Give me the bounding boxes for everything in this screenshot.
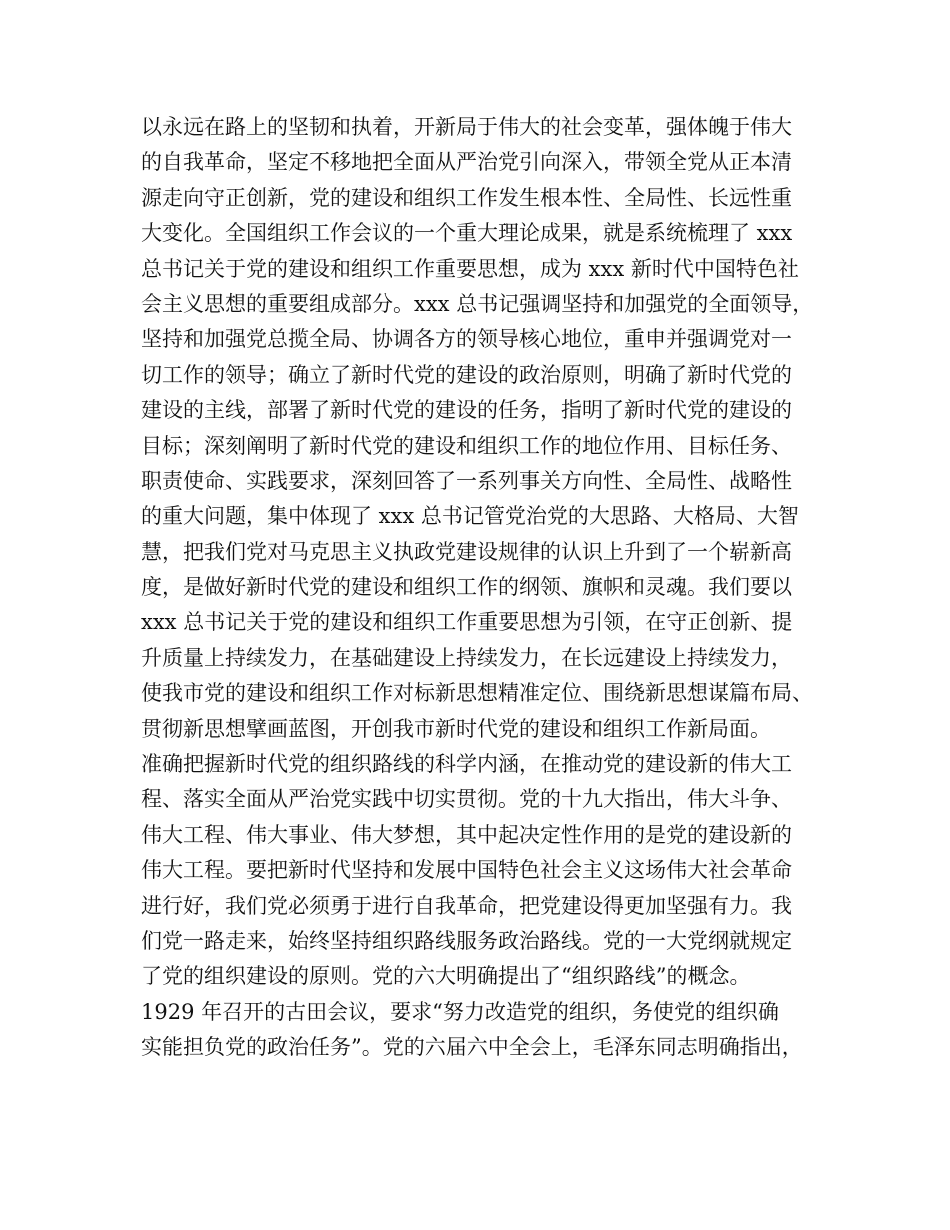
text-line: 度，是做好新时代党的建设和组织工作的纲领、旗帜和灵魂。我们要以 xyxy=(141,575,792,600)
text-line: 慧，把我们党对马克思主义执政党建设规律的认识上升到了一个崭新高 xyxy=(141,539,792,564)
text-line: 伟大工程。要把新时代坚持和发展中国特色社会主义这场伟大社会革命 xyxy=(141,858,792,883)
text-line: 们党一路走来，始终坚持组织路线服务政治路线。党的一大党纲就规定 xyxy=(141,928,792,953)
text-line: 建设的主线，部署了新时代党的建设的任务，指明了新时代党的建设的 xyxy=(141,398,792,423)
text-line: 伟大工程、伟大事业、伟大梦想，其中起决定性作用的是党的建设新的 xyxy=(141,822,792,847)
text-line: 准确把握新时代党的组织路线的科学内涵，在推动党的建设新的伟大工 xyxy=(141,752,792,777)
text-line: 进行好，我们党必须勇于进行自我革命，把党建设得更加坚强有力。我 xyxy=(141,893,792,918)
text-line: 会主义思想的重要组成部分。xxx 总书记强调坚持和加强党的全面领导， xyxy=(141,291,814,316)
text-line: 坚持和加强党总揽全局、协调各方的领导核心地位，重申并强调党对一 xyxy=(141,327,792,352)
text-line: 程、落实全面从严治党实践中切实贯彻。党的十九大指出，伟大斗争、 xyxy=(141,787,792,812)
text-line: 切工作的领导；确立了新时代党的建设的政治原则，明确了新时代党的 xyxy=(141,362,792,387)
text-line: 目标；深刻阐明了新时代党的建设和组织工作的地位作用、目标任务、 xyxy=(141,433,792,458)
text-line: 1929 年召开的古田会议，要求“努力改造党的组织，务使党的组织确 xyxy=(141,999,779,1024)
body-text xyxy=(141,110,841,1066)
text-line: 职责使命、实践要求，深刻回答了一系列事关方向性、全局性、战略性 xyxy=(141,468,792,493)
text-line: 的自我革命，坚定不移地把全面从严治党引向深入，带领全党从正本清 xyxy=(141,150,792,175)
text-line: 贯彻新思想擘画蓝图，开创我市新时代党的建设和组织工作新局面。 xyxy=(141,716,771,741)
text-line: 了党的组织建设的原则。党的六大明确提出了“组织路线”的概念。 xyxy=(141,964,751,989)
text-line: 源走向守正创新，党的建设和组织工作发生根本性、全局性、长远性重 xyxy=(141,185,792,210)
text-line: 的重大问题，集中体现了 xxx 总书记管党治党的大思路、大格局、大智 xyxy=(141,504,799,529)
text-line: 总书记关于党的建设和组织工作重要思想，成为 xxx 新时代中国特色社 xyxy=(141,256,799,281)
text-line: 实能担负党的政治任务”。党的六届六中全会上，毛泽东同志明确指出， xyxy=(141,1035,803,1060)
text-line: 使我市党的建设和组织工作对标新思想精准定位、围绕新思想谋篇布局、 xyxy=(141,681,813,706)
text-line: 大变化。全国组织工作会议的一个重大理论成果，就是系统梳理了 xxx xyxy=(141,221,793,246)
text-line: 以永远在路上的坚韧和执着，开新局于伟大的社会变革，强体魄于伟大 xyxy=(141,115,792,139)
text-line: 升质量上持续发力，在基础建设上持续发力，在长远建设上持续发力， xyxy=(141,645,792,670)
text-line: xxx 总书记关于党的建设和组织工作重要思想为引领，在守正创新、提 xyxy=(141,610,793,635)
